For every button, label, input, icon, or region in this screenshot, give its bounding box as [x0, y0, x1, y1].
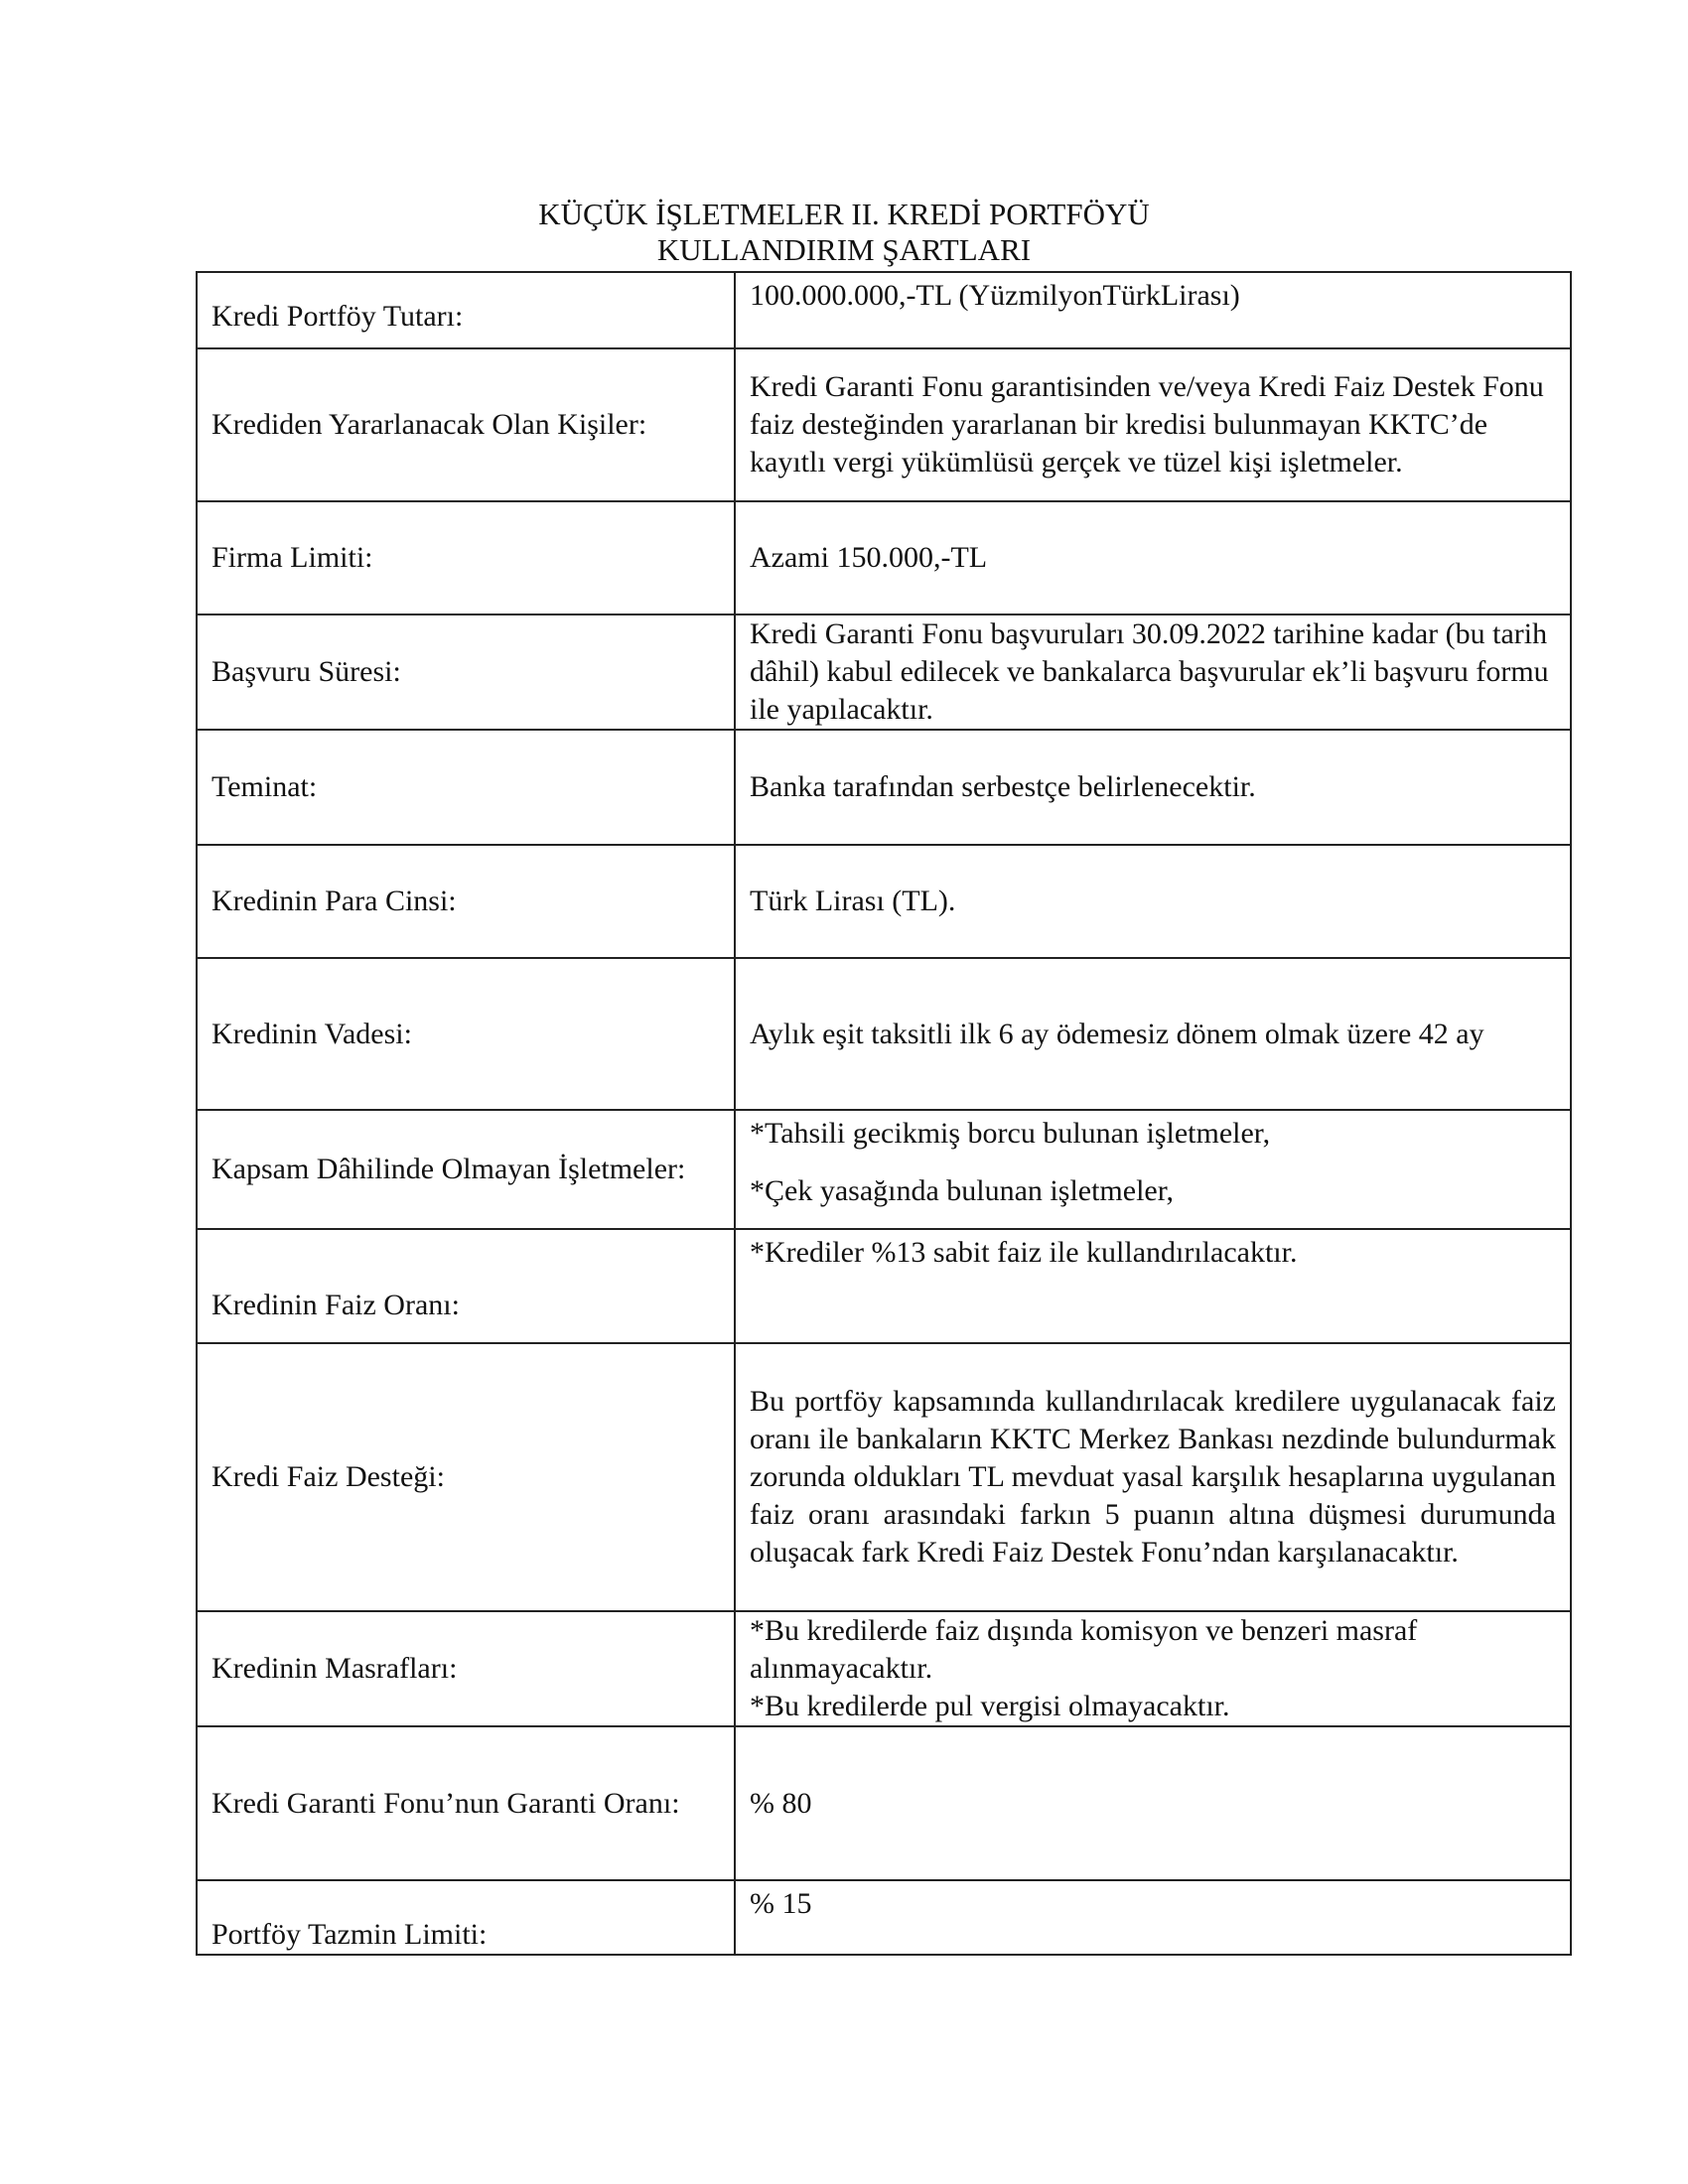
- row-value: Banka tarafından serbestçe belirlenecektir.: [735, 730, 1571, 845]
- cost-item: *Bu kredilerde faiz dışında komisyon ve benzeri masraf alınmayacaktır.: [750, 1614, 1418, 1685]
- title-line-2: KULLANDIRIM ŞARTLARI: [656, 232, 1032, 267]
- exclusion-item: *Tahsili gecikmiş borcu bulunan işletmeler,: [750, 1117, 1271, 1150]
- table-row: [197, 614, 1571, 730]
- row-label: Teminat:: [197, 730, 735, 845]
- row-value: % 15: [735, 1880, 1571, 1955]
- table-row: [197, 501, 1571, 614]
- row-label: Krediden Yararlanacak Olan Kişiler:: [197, 348, 735, 501]
- row-label: Kredinin Masrafları:: [197, 1611, 735, 1726]
- row-label: Kredinin Faiz Oranı:: [197, 1229, 735, 1343]
- row-value: Kredi Garanti Fonu başvuruları 30.09.2022 tarihine kadar (bu tarih dâhil) kabul edilecek ve bankalarca başvurular ek’li başvuru formu ile yapılacaktır.: [735, 614, 1571, 730]
- table-row: [197, 845, 1571, 958]
- cost-item: *Bu kredilerde pul vergisi olmayacaktır.: [750, 1690, 1230, 1722]
- table-row: [197, 1880, 1571, 1955]
- row-label: Başvuru Süresi:: [197, 614, 735, 730]
- row-label: Kapsam Dâhilinde Olmayan İşletmeler:: [197, 1110, 735, 1229]
- row-value: Türk Lirası (TL).: [735, 845, 1571, 958]
- row-label: Kredi Garanti Fonu’nun Garanti Oranı:: [197, 1726, 735, 1880]
- table-row: [197, 1229, 1571, 1343]
- table-row: [197, 1343, 1571, 1611]
- row-label: Kredinin Para Cinsi:: [197, 845, 735, 958]
- title-line-1: KÜÇÜK İŞLETMELER II. KREDİ PORTFÖYÜ: [538, 197, 1150, 231]
- terms-table: [196, 271, 1572, 1956]
- row-value: 100.000.000,-TL (YüzmilyonTürkLirası): [735, 272, 1571, 348]
- table-row: [197, 958, 1571, 1110]
- row-label: Kredi Faiz Desteği:: [197, 1343, 735, 1611]
- row-value: Bu portföy kapsamında kullandırılacak kredilere uygulanacak faiz oranı ile bankaların KKTC Merkez Bankası nezdinde bulundurmak zorunda oldukları TL mevduat yasal karşılık hesaplarına uygulanan faiz oranı arasındaki farkın 5 puanın altına düşmesi durumunda oluşacak fark Kredi Faiz Destek Fonu’ndan karşılanacaktır.: [735, 1343, 1571, 1611]
- row-value: Azami 150.000,-TL: [735, 501, 1571, 614]
- row-label: Kredinin Vadesi:: [197, 958, 735, 1110]
- table-row: [197, 1726, 1571, 1880]
- row-value: % 80: [735, 1726, 1571, 1880]
- document-title: [0, 197, 1688, 268]
- exclusion-item: *Çek yasağında bulunan işletmeler,: [750, 1174, 1175, 1207]
- table-row: [197, 272, 1571, 348]
- table-row: [197, 1110, 1571, 1229]
- row-label: Firma Limiti:: [197, 501, 735, 614]
- row-value: Aylık eşit taksitli ilk 6 ay ödemesiz dönem olmak üzere 42 ay: [735, 958, 1571, 1110]
- row-label: Portföy Tazmin Limiti:: [197, 1880, 735, 1955]
- table-row: [197, 1611, 1571, 1726]
- row-label: Kredi Portföy Tutarı:: [197, 272, 735, 348]
- table-row: [197, 348, 1571, 501]
- row-value: [735, 1110, 1571, 1229]
- row-value: *Krediler %13 sabit faiz ile kullandırılacaktır.: [735, 1229, 1571, 1343]
- row-value: [735, 1611, 1571, 1726]
- row-value: Kredi Garanti Fonu garantisinden ve/veya Kredi Faiz Destek Fonu faiz desteğinden yararlanan bir kredisi bulunmayan KKTC’de kayıtlı vergi yükümlüsü gerçek ve tüzel kişi işletmeler.: [735, 348, 1571, 501]
- table-row: [197, 730, 1571, 845]
